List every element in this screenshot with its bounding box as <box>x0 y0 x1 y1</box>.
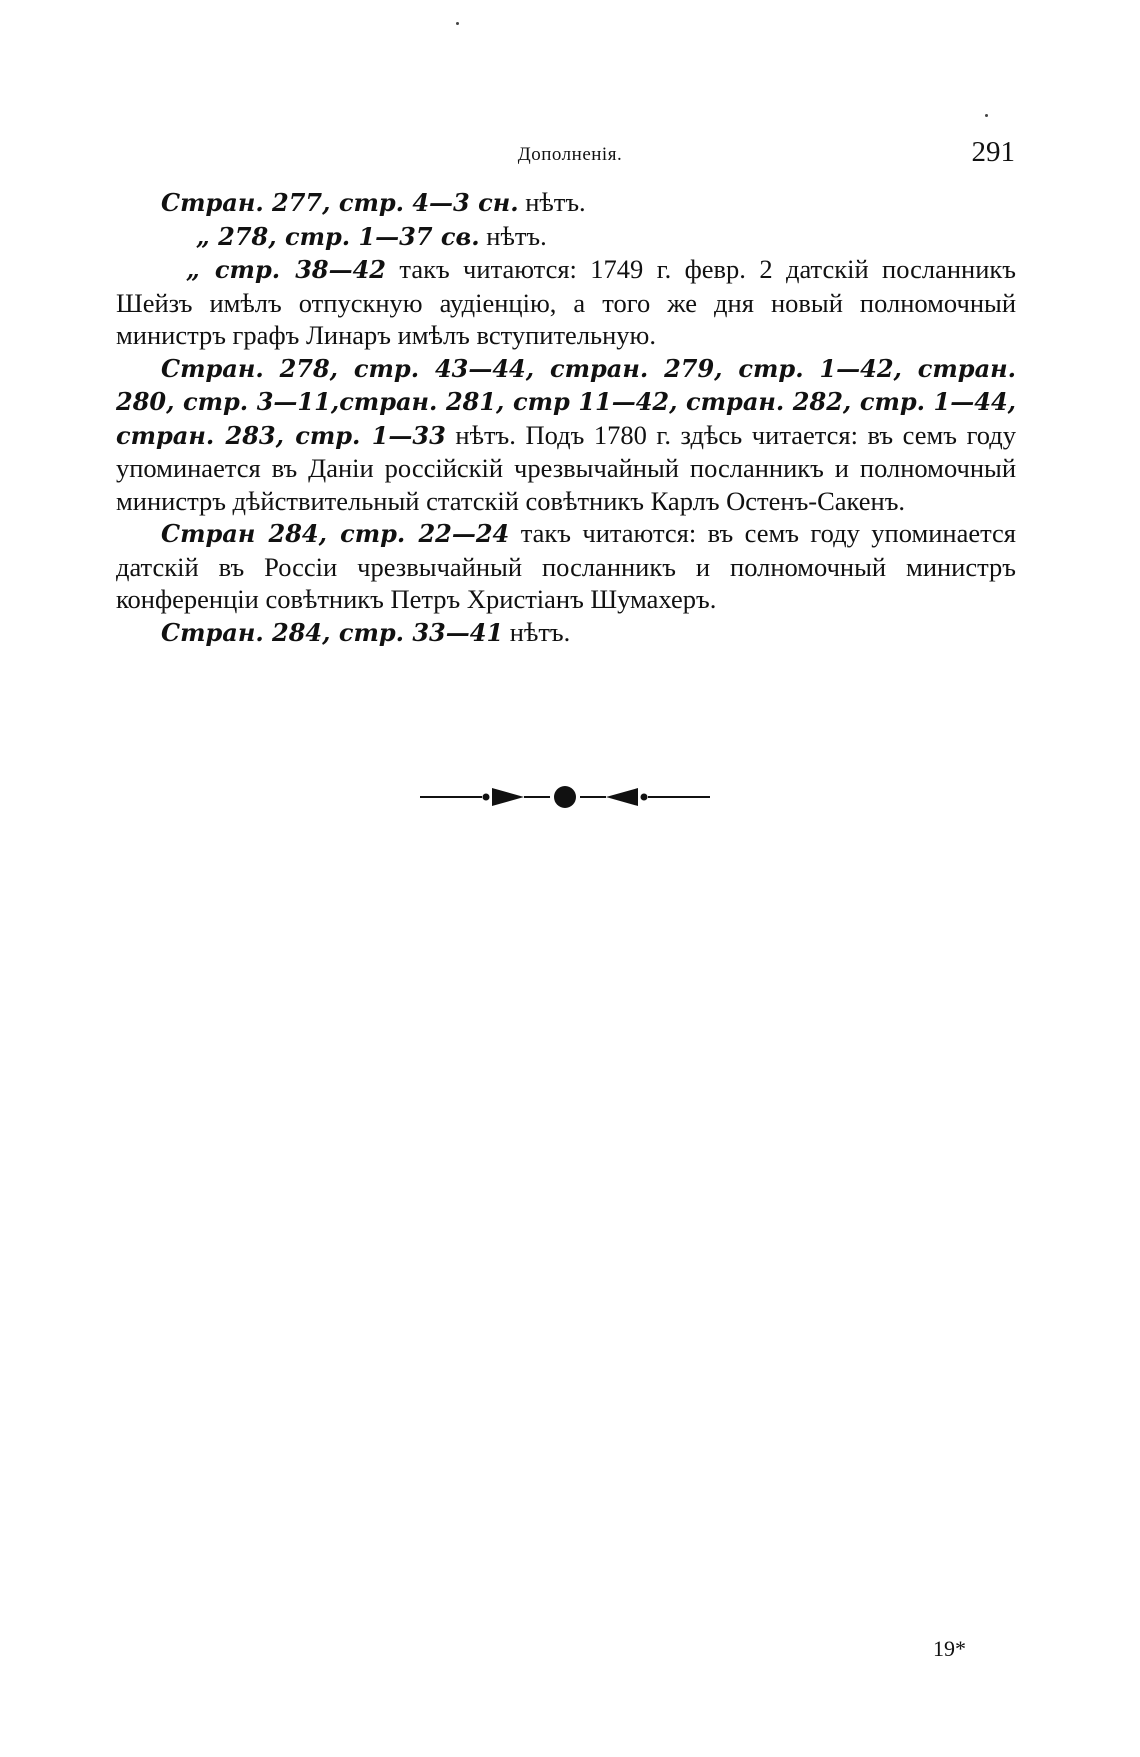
paragraph <box>116 352 1016 518</box>
speck <box>456 22 459 25</box>
page-reference: Стран. 284, стр. 33—41 <box>161 617 504 647</box>
signature-mark: 19* <box>933 1636 966 1661</box>
paragraph <box>116 186 1016 220</box>
paragraph-text: такъ читаются: въ семъ году упоминается датскій въ Россіи чрезвычайный посланникъ и полномочный министръ конференціи совѣтникъ Петръ Христіанъ Шумахеръ. <box>116 518 1016 614</box>
page-reference: Стран 284, стр. 22—24 <box>161 519 510 548</box>
paragraph <box>116 220 1016 254</box>
running-header: Дополненія. <box>517 144 623 165</box>
page-reference: Стран. 278, стр. 43—44, стран. 279, стр. 1—42, стран. 280, стр. 3—11,стран. 281, стр 11—42, стран. 282, стр. 1—44, стран. 283, стр. 1—33 <box>116 353 1016 450</box>
page-reference: Стран. 277, стр. 4—3 сн. <box>161 188 519 217</box>
paragraph <box>116 253 1016 352</box>
main-text <box>116 186 1016 649</box>
fleuron-ornament-icon <box>420 782 710 812</box>
page-number: 291 <box>971 136 1015 168</box>
page-reference: „ 278, стр. 1—37 св. <box>196 221 480 251</box>
paragraph-text: нѣтъ. <box>479 220 547 251</box>
speck <box>985 114 988 117</box>
paragraph-text: такъ читаются: 1749 г. февр. 2 датскій посланникъ Шейзъ имѣлъ отпускную аудіенцію, а того же дня новый полномочный министръ графъ Линаръ имѣлъ вступительную. <box>116 254 1016 350</box>
page-reference: „ стр. 38—42 <box>186 255 387 284</box>
paragraph-text: нѣтъ. <box>503 616 571 647</box>
paragraph <box>116 517 1016 616</box>
paragraph <box>116 616 1016 650</box>
paragraph-text: нѣтъ. <box>518 187 586 217</box>
paragraph-text: нѣтъ. Подъ 1780 г. здѣсь читается: въ семъ году упоминается въ Даніи россійскій чрезвычайный посланникъ и полномочный министръ дѣйствительный статскій совѣтникъ Карлъ Остенъ-Сакенъ. <box>116 419 1017 516</box>
